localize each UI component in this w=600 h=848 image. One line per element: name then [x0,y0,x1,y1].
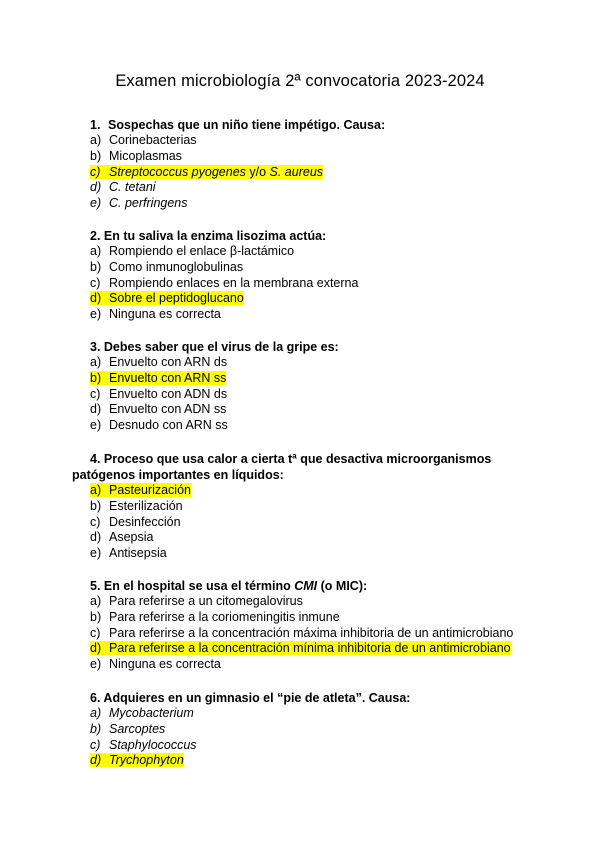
question-2-heading: 2. En tu saliva la enzima lisozima actúa: [90,229,327,243]
q6-option-a: a) Mycobacterium [90,706,194,720]
q3-option-a: a) Envuelto con ARN ds [90,355,228,369]
q2-option-d-highlighted: d) Sobre el peptidoglucano [90,291,244,306]
q1-option-a: a) Corinebacterias [90,133,197,147]
q1-option-e: e) C. perfringens [90,196,188,211]
q1-option-d: d) C. tetani [90,180,156,195]
question-4-heading-line1: 4. Proceso que usa calor a cierta tª que desactiva microorganismos [90,452,492,466]
q6-option-c: c) Staphylococcus [90,737,197,752]
q2-option-c: c) Rompiendo enlaces en la membrana externa [90,275,359,290]
q5-option-d-highlighted: d) Para referirse a la concentración mínima inhibitoria de un antimicrobiano [90,641,511,656]
q5-option-a: a) Para referirse a un citomegalovirus [90,594,303,608]
q3-option-e: e) Desnudo con ARN ss [90,418,228,433]
question-1-text: Sospechas que un niño tiene impétigo. Causa: [108,118,386,132]
q2-option-a: a) Rompiendo el enlace β-lactámico [90,244,295,258]
question-4 [0,451,600,562]
question-3 [0,339,600,434]
q3-option-d: d) Envuelto con ADN ss [90,402,227,417]
question-3-heading: 3. Debes saber que el virus de la gripe es: [90,340,339,354]
q1-option-c-highlighted: c) Streptococcus pyogenes y/o S. aureus [90,164,324,179]
q2-option-e: e) Ninguna es correcta [90,307,221,322]
question-6-heading: 6. Adquieres en un gimnasio el “pie de atleta”. Causa: [90,691,411,705]
q2-option-b: b) Como inmunoglobulinas [90,259,244,274]
question-4-heading-line2: patógenos importantes en líquidos: [72,468,284,482]
q3-option-b-highlighted: b) Envuelto con ARN ss [90,370,227,385]
q1-option-b: b) Micoplasmas [90,148,182,163]
exam-title: Examen microbiología 2ª convocatoria 2023-2024 [115,72,485,90]
q5-option-c: c) Para referirse a la concentración máxima inhibitoria de un antimicrobiano [90,625,514,640]
question-6 [0,690,600,769]
question-5-heading: 5. En el hospital se usa el término CMI (o MIC): [90,579,368,593]
q6-option-b: b) Sarcoptes [90,721,166,736]
question-2 [0,228,600,323]
q4-option-b: b) Esterilización [90,498,183,513]
q5-option-e: e) Ninguna es correcta [90,657,221,672]
q4-option-d: d) Asepsia [90,530,154,545]
question-1 [0,117,600,212]
q6-option-d-highlighted: d) Trychophyton [90,753,184,768]
question-5 [0,578,600,673]
q4-option-e: e) Antisepsia [90,546,167,561]
q5-option-b: b) Para referirse a la coriomeningitis inmune [90,609,340,624]
question-1-heading [90,117,600,133]
question-1-number: 1. [90,118,101,132]
q4-option-c: c) Desinfección [90,514,181,529]
q4-option-a-highlighted: a) Pasteurización [90,483,191,497]
q3-option-c: c) Envuelto con ADN ds [90,386,228,401]
